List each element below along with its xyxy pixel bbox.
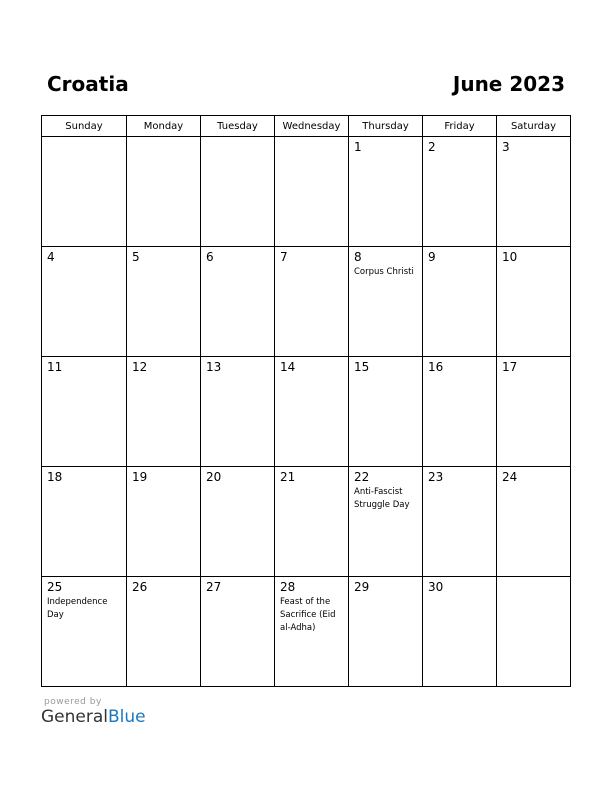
day-cell <box>127 577 201 687</box>
day-cell <box>423 357 497 467</box>
day-cell <box>201 357 275 467</box>
day-cell <box>127 247 201 357</box>
day-number: 10 <box>502 250 518 264</box>
weekday-sunday: Sunday <box>42 116 127 137</box>
day-cell <box>497 247 571 357</box>
day-number: 23 <box>428 470 444 484</box>
logo-text-blue: Blue <box>108 707 146 727</box>
day-number: 27 <box>206 580 222 594</box>
weekday-header-row <box>42 116 571 137</box>
day-number: 21 <box>280 470 296 484</box>
day-cell <box>423 247 497 357</box>
day-cell <box>275 357 349 467</box>
day-cell <box>423 467 497 577</box>
day-number: 5 <box>132 250 140 264</box>
day-cell <box>497 577 571 687</box>
generalblue-logo[interactable] <box>41 707 146 727</box>
day-number: 22 <box>354 470 370 484</box>
week-row <box>42 137 571 247</box>
day-number: 29 <box>354 580 370 594</box>
day-number: 17 <box>502 360 518 374</box>
day-number: 4 <box>47 250 55 264</box>
country-title: Croatia <box>47 72 129 96</box>
day-cell <box>497 137 571 247</box>
powered-by-label: powered by <box>44 697 102 707</box>
day-cell <box>201 247 275 357</box>
day-cell <box>42 137 127 247</box>
day-cell <box>42 247 127 357</box>
weekday-wednesday: Wednesday <box>275 116 349 137</box>
day-number: 13 <box>206 360 222 374</box>
day-number: 11 <box>47 360 63 374</box>
day-number: 18 <box>47 470 63 484</box>
day-number: 14 <box>280 360 296 374</box>
day-cell <box>423 137 497 247</box>
weekday-thursday: Thursday <box>349 116 423 137</box>
week-row <box>42 357 571 467</box>
day-number: 7 <box>280 250 288 264</box>
day-cell <box>201 467 275 577</box>
day-cell <box>42 577 127 687</box>
day-number: 12 <box>132 360 148 374</box>
day-cell <box>42 467 127 577</box>
day-number: 2 <box>428 140 436 154</box>
day-cell <box>349 137 423 247</box>
day-cell <box>127 467 201 577</box>
day-cell <box>349 577 423 687</box>
holiday-label: Independence Day <box>47 597 108 620</box>
day-number: 8 <box>354 250 362 264</box>
day-number: 24 <box>502 470 518 484</box>
day-number: 6 <box>206 250 214 264</box>
week-row <box>42 577 571 687</box>
day-number: 3 <box>502 140 510 154</box>
day-cell <box>349 357 423 467</box>
month-title: June 2023 <box>452 72 565 96</box>
day-number: 25 <box>47 580 63 594</box>
weekday-tuesday: Tuesday <box>201 116 275 137</box>
day-cell <box>127 357 201 467</box>
day-cell <box>275 467 349 577</box>
weekday-friday: Friday <box>423 116 497 137</box>
day-cell <box>127 137 201 247</box>
day-cell <box>275 247 349 357</box>
day-number: 26 <box>132 580 148 594</box>
weekday-monday: Monday <box>127 116 201 137</box>
day-cell <box>349 467 423 577</box>
day-cell <box>349 247 423 357</box>
day-number: 9 <box>428 250 436 264</box>
day-cell <box>497 357 571 467</box>
weekday-saturday: Saturday <box>497 116 571 137</box>
day-number: 20 <box>206 470 222 484</box>
day-number: 15 <box>354 360 370 374</box>
holiday-label: Corpus Christi <box>354 267 414 277</box>
day-cell <box>201 137 275 247</box>
day-cell <box>201 577 275 687</box>
calendar-grid <box>41 115 571 687</box>
day-number: 1 <box>354 140 362 154</box>
holiday-label: Feast of the Sacrifice (Eid al-Adha) <box>280 597 336 633</box>
day-cell <box>275 137 349 247</box>
logo-text-general: General <box>41 707 108 727</box>
day-cell <box>423 577 497 687</box>
day-cell <box>497 467 571 577</box>
day-cell <box>42 357 127 467</box>
day-cell <box>275 577 349 687</box>
holiday-label: Anti-Fascist Struggle Day <box>354 487 410 510</box>
day-number: 30 <box>428 580 444 594</box>
day-number: 19 <box>132 470 148 484</box>
week-row <box>42 467 571 577</box>
day-number: 28 <box>280 580 296 594</box>
week-row <box>42 247 571 357</box>
day-number: 16 <box>428 360 444 374</box>
